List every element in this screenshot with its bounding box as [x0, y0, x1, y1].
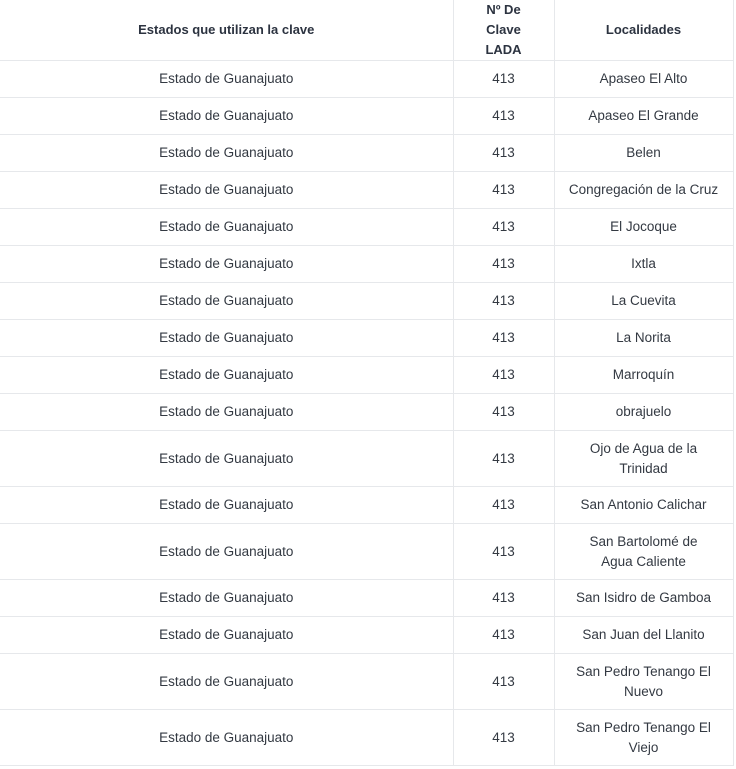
cell-estado: Estado de Guanajuato: [0, 320, 453, 357]
cell-estado: Estado de Guanajuato: [0, 617, 453, 654]
cell-estado: Estado de Guanajuato: [0, 357, 453, 394]
table-row: [0, 394, 733, 431]
table-row: [0, 283, 733, 320]
cell-localidad: obrajuelo: [554, 394, 733, 431]
cell-clave-lada: 413: [453, 135, 554, 172]
cell-estado: Estado de Guanajuato: [0, 283, 453, 320]
cell-estado: Estado de Guanajuato: [0, 487, 453, 524]
cell-localidad: San Isidro de Gamboa: [554, 580, 733, 617]
header-clave-lada: Nº De Clave LADA: [453, 0, 554, 61]
cell-localidad: Marroquín: [554, 357, 733, 394]
cell-clave-lada: 413: [453, 654, 554, 710]
cell-clave-lada: 413: [453, 580, 554, 617]
cell-estado: Estado de Guanajuato: [0, 394, 453, 431]
cell-localidad: Ojo de Agua de la Trinidad: [554, 431, 733, 487]
cell-localidad: San Bartolomé de Agua Caliente: [554, 524, 733, 580]
cell-estado: Estado de Guanajuato: [0, 431, 453, 487]
table-row: [0, 135, 733, 172]
cell-clave-lada: 413: [453, 283, 554, 320]
cell-clave-lada: 413: [453, 98, 554, 135]
cell-clave-lada: 413: [453, 431, 554, 487]
cell-clave-lada: 413: [453, 246, 554, 283]
table-row: [0, 580, 733, 617]
table-row: [0, 357, 733, 394]
cell-localidad: San Antonio Calichar: [554, 487, 733, 524]
cell-localidad: Apaseo El Grande: [554, 98, 733, 135]
cell-estado: Estado de Guanajuato: [0, 61, 453, 98]
cell-estado: Estado de Guanajuato: [0, 580, 453, 617]
table-row: [0, 487, 733, 524]
cell-localidad: La Cuevita: [554, 283, 733, 320]
cell-estado: Estado de Guanajuato: [0, 654, 453, 710]
table-row: [0, 246, 733, 283]
cell-localidad: San Pedro Tenango El Nuevo: [554, 654, 733, 710]
cell-clave-lada: 413: [453, 617, 554, 654]
cell-clave-lada: 413: [453, 394, 554, 431]
cell-clave-lada: 413: [453, 172, 554, 209]
header-estados: Estados que utilizan la clave: [0, 0, 453, 61]
cell-localidad: San Pedro Tenango El Viejo: [554, 710, 733, 766]
table-row: [0, 172, 733, 209]
cell-localidad: Apaseo El Alto: [554, 61, 733, 98]
cell-estado: Estado de Guanajuato: [0, 524, 453, 580]
table-row: [0, 617, 733, 654]
cell-clave-lada: 413: [453, 209, 554, 246]
cell-localidad: El Jocoque: [554, 209, 733, 246]
table-row: [0, 209, 733, 246]
cell-estado: Estado de Guanajuato: [0, 98, 453, 135]
cell-clave-lada: 413: [453, 487, 554, 524]
cell-localidad: San Juan del Llanito: [554, 617, 733, 654]
cell-estado: Estado de Guanajuato: [0, 710, 453, 766]
cell-estado: Estado de Guanajuato: [0, 135, 453, 172]
cell-localidad: La Norita: [554, 320, 733, 357]
table-row: [0, 431, 733, 487]
cell-estado: Estado de Guanajuato: [0, 209, 453, 246]
table-row: [0, 524, 733, 580]
cell-localidad: Ixtla: [554, 246, 733, 283]
cell-estado: Estado de Guanajuato: [0, 246, 453, 283]
table-row: [0, 61, 733, 98]
table-row: [0, 710, 733, 766]
table-row: [0, 98, 733, 135]
cell-clave-lada: 413: [453, 61, 554, 98]
cell-clave-lada: 413: [453, 524, 554, 580]
cell-clave-lada: 413: [453, 357, 554, 394]
table-row: [0, 320, 733, 357]
cell-clave-lada: 413: [453, 710, 554, 766]
table-header-row: [0, 0, 733, 61]
header-localidades: Localidades: [554, 0, 733, 61]
cell-clave-lada: 413: [453, 320, 554, 357]
cell-estado: Estado de Guanajuato: [0, 172, 453, 209]
cell-localidad: Congregación de la Cruz: [554, 172, 733, 209]
cell-localidad: Belen: [554, 135, 733, 172]
table-row: [0, 654, 733, 710]
table-body: [0, 61, 733, 766]
